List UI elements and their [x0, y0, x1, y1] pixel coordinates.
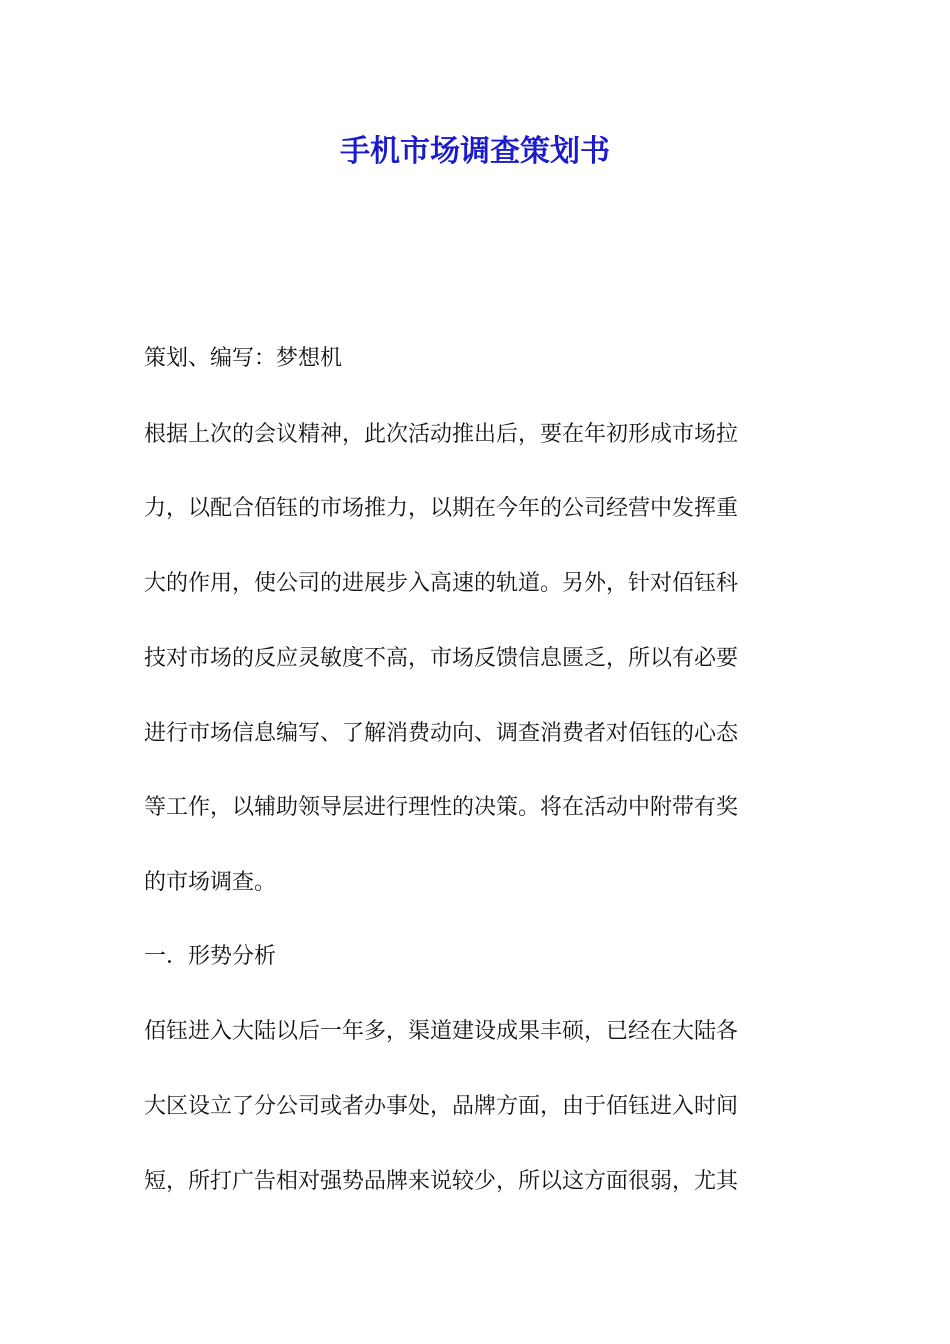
- section-heading: 一．形势分析: [144, 944, 277, 969]
- intro-line-6: 等工作，以辅助领导层进行理性的决策。将在活动中附带有奖: [144, 795, 739, 820]
- intro-line-5: 进行市场信息编写、了解消费动向、调查消费者对佰钰的心态: [144, 721, 739, 746]
- intro-line-4: 技对市场的反应灵敏度不高，市场反馈信息匮乏，所以有必要: [144, 646, 739, 671]
- intro-line-7: 的市场调查。: [144, 870, 277, 895]
- intro-line-3: 大的作用，使公司的进展步入高速的轨道。另外，针对佰钰科: [144, 571, 739, 596]
- section-line-3: 短，所打广告相对强势品牌来说较少，所以这方面很弱，尤其: [144, 1169, 739, 1194]
- section-line-2: 大区设立了分公司或者办事处，品牌方面，由于佰钰进入时间: [144, 1094, 739, 1119]
- intro-line-1: 根据上次的会议精神，此次活动推出后，要在年初形成市场拉: [144, 422, 739, 447]
- author-line: 策划、编写：梦想机: [144, 346, 343, 371]
- intro-line-2: 力，以配合佰钰的市场推力，以期在今年的公司经营中发挥重: [144, 496, 739, 521]
- document-title: 手机市场调查策划书: [340, 134, 610, 169]
- section-line-1: 佰钰进入大陆以后一年多，渠道建设成果丰硕，已经在大陆各: [144, 1019, 739, 1044]
